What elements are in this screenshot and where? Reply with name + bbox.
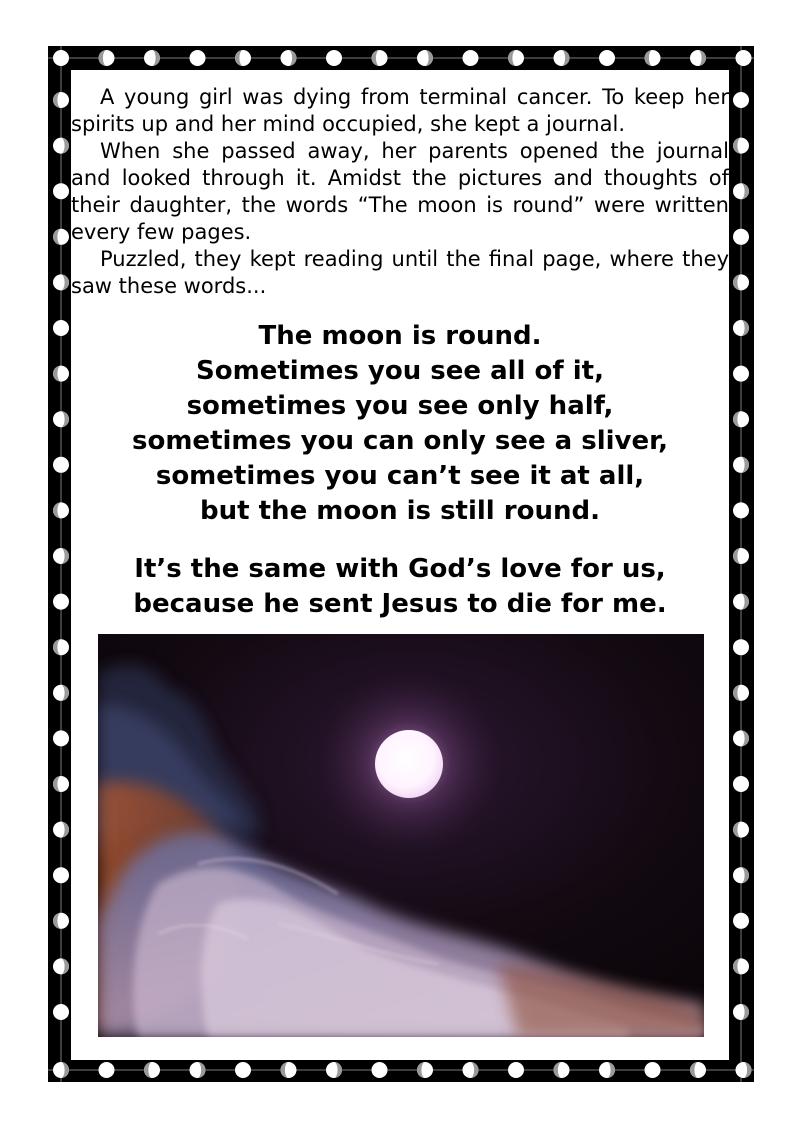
moon-phase-icon: [733, 685, 749, 701]
moon-phase-icon: [53, 730, 69, 746]
moral: [71, 552, 729, 622]
moon-phase-icon: [326, 50, 342, 66]
moon-phase-icon: [508, 50, 524, 66]
moon-phase-icon: [372, 50, 388, 66]
moon-phase-icon: [733, 92, 749, 108]
moon-phase-icon: [99, 50, 115, 66]
moon-phase-icon: [144, 1062, 160, 1078]
moon-phase-icon: [599, 1062, 615, 1078]
moral-line-1: It’s the same with God’s love for us,: [134, 554, 666, 584]
moon-phase-icon: [645, 1062, 661, 1078]
moon-phase-icon: [53, 457, 69, 473]
moral-line-2: because he sent Jesus to die for me.: [133, 589, 667, 619]
moon-phase-icon: [53, 867, 69, 883]
story-paragraph-3: Puzzled, they kept reading until the final page, where they saw these words...: [71, 247, 729, 298]
moon-phase-icon: [53, 594, 69, 610]
moon-phase-icon: [733, 958, 749, 974]
moon-phase-icon: [53, 1004, 69, 1020]
moon-phase-icon: [53, 1062, 69, 1078]
moon-phase-icon: [190, 50, 206, 66]
moon-phase-icon: [733, 867, 749, 883]
moon-phase-icon: [690, 1062, 706, 1078]
moon-phase-icon: [53, 639, 69, 655]
moon-phase-icon: [53, 274, 69, 290]
moon-phase-icon: [690, 50, 706, 66]
moon-phase-icon: [53, 229, 69, 245]
moon-phase-icon: [733, 776, 749, 792]
moon-phase-icon: [733, 320, 749, 336]
moon-photo-illustration: [98, 634, 704, 1037]
poem-line-4: sometimes you can only see a sliver,: [132, 426, 668, 456]
moon-phase-icon: [733, 229, 749, 245]
poem-line-2: Sometimes you see all of it,: [196, 356, 604, 386]
poem-line-1: The moon is round.: [258, 321, 542, 351]
moon-phase-icon: [190, 1062, 206, 1078]
moon-phase-icon: [53, 548, 69, 564]
moon-phase-icon: [733, 1004, 749, 1020]
moon-phase-icon: [53, 366, 69, 382]
moon-phase-icon: [53, 685, 69, 701]
story-paragraph-2: When she passed away, her parents opened the journal and looked through it. Amidst the pictures and thoughts of their daughter, the words “The moon is round” were written every few pages.: [71, 139, 729, 244]
moon-phase-icon: [463, 1062, 479, 1078]
moon-phase-icon: [281, 50, 297, 66]
moon-phase-icon: [53, 92, 69, 108]
moon-phase-icon: [53, 183, 69, 199]
moon-phase-icon: [53, 50, 69, 66]
moon-phase-icon: [733, 138, 749, 154]
moon-phase-icon: [53, 138, 69, 154]
story-paragraph-1: A young girl was dying from terminal cancer. To keep her spirits up and her mind occupied, she kept a journal.: [71, 85, 729, 136]
moon-phase-icon: [53, 320, 69, 336]
moon-phase-icon: [733, 183, 749, 199]
moon-phase-icon: [733, 366, 749, 382]
moon-phase-icon: [326, 1062, 342, 1078]
page-content: [71, 70, 729, 1060]
poem-line-6: but the moon is still round.: [200, 496, 600, 526]
moon-phase-icon: [235, 50, 251, 66]
moon-phase-icon: [99, 1062, 115, 1078]
moon-phase-icon: [733, 502, 749, 518]
moon-phase-icon: [53, 913, 69, 929]
moon-phase-icon: [554, 50, 570, 66]
moon-phase-icon: [733, 913, 749, 929]
poem: [71, 319, 729, 529]
moon-phase-icon: [733, 457, 749, 473]
moon-phase-icon: [733, 594, 749, 610]
moon-phase-icon: [736, 50, 752, 66]
moon-phase-icon: [235, 1062, 251, 1078]
moon-phase-icon: [736, 1062, 752, 1078]
moon-phase-icon: [53, 502, 69, 518]
moon-phase-icon: [733, 274, 749, 290]
poem-line-5: sometimes you can’t see it at all,: [155, 461, 645, 491]
moon-phase-icon: [733, 548, 749, 564]
moon-photo: [98, 634, 704, 1037]
poem-line-3: sometimes you see only half,: [186, 391, 614, 421]
moon-phase-icon: [281, 1062, 297, 1078]
moon-phase-icon: [733, 822, 749, 838]
moon-phase-icon: [53, 776, 69, 792]
moon-phase-icon: [372, 1062, 388, 1078]
moon-phase-icon: [463, 50, 479, 66]
moon-phase-icon: [417, 1062, 433, 1078]
moon-phase-icon: [53, 822, 69, 838]
story-text: [71, 84, 729, 300]
moon-phase-icon: [554, 1062, 570, 1078]
moon: [375, 730, 443, 798]
moon-phase-icon: [508, 1062, 524, 1078]
moon-phase-icon: [733, 411, 749, 427]
moon-phase-icon: [144, 50, 160, 66]
moon-phase-icon: [733, 730, 749, 746]
moon-phase-icon: [599, 50, 615, 66]
moon-phase-icon: [733, 639, 749, 655]
moon-phase-icon: [53, 411, 69, 427]
moon-phase-icon: [645, 50, 661, 66]
moon-phase-icon: [53, 958, 69, 974]
moon-phase-icon: [417, 50, 433, 66]
